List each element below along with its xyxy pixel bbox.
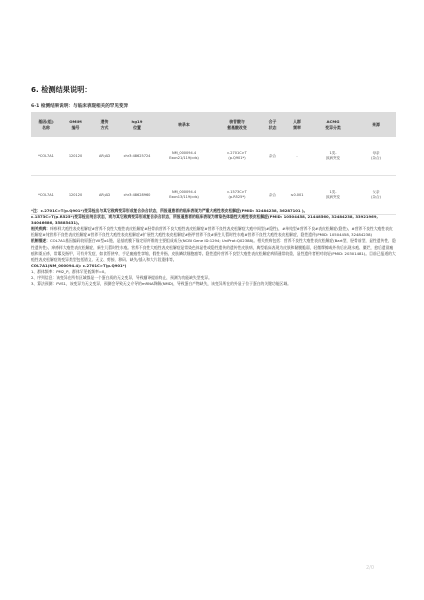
gene-label: 机制描述： [31,238,50,244]
list-item: 3、算法预测：PVS1，该变异为无义变异，预测会导致无义介导的mRNA降解(NMD)，导致蛋白产物缺失，该变异所在的外显子位于蛋白的关键功能区域。 [31,281,291,287]
col-header: 来源 [356,112,396,137]
cell-frequency: - [284,137,310,176]
recommendation-heading: COL7A1(NM_000094.4): c.2701C>T(p.Q901*) [31,262,127,268]
cell-change: c.2701C>T (p.Q901*) [213,137,261,176]
gene-paragraph [31,238,396,262]
page-number: 2/0 [366,565,375,571]
col-header: 核苷酸与 氨基酸改变 [213,112,261,137]
gene-text: COL7A1基因编码较原蛋白VII型α1链，是基底膜下锚定原纤维的主要组成成分(NCBI Gene ID:1294; UniProt:Q02388)。相关疾病包括：营养不良性大疱性表皮松解症(Bart型，胫骨前型，显性遗传性，隐性遗传性)，痒疹样大疱性表皮松解症，新生儿暂时性水疱。营养不良性大疱性表皮松解症是常染色体显性或隐性遗传的遗传性皮肤病，典型临床表现为皮肤和黏膜脆弱，轻微摩擦或外伤后出现水疱、糜烂，愈后遗留瘢痕和粟丘疹，常累及指甲，可有并发症，如食管狭窄，手足瘢痕性挛缩，假性并指，皮肤鳞状细胞癌等。隐性遗传营养不良型大疱性表皮松解症病情通常较重，显性遗传者相对较轻(PMID: 20301481)。目前已报道的大疱性表皮松解症的变异类型包括错义、无义、剪接、移码、缺失/插入和大片段重排等。 [31,238,396,262]
col-header: 基因(组) 名称 [31,112,61,137]
cell-zygosity: 杂合 [261,176,284,215]
cell-position: chr3:48625724 [119,137,155,176]
cell-change: c.1573C>T (p.R525*) [213,176,261,215]
list-item: 1、群体频率：PM2_P。群体罕见低频率=0。 [31,268,109,274]
subsection-title: 6-1 检测结果说明：与临床表现相关的罕见变异 [31,104,129,109]
cell-position: chr3:48628960 [119,176,155,215]
variant-table [31,112,396,215]
notes-section [31,208,396,287]
cell-transcript: NM_000094.4 Exon21/119(cds) [155,137,213,176]
col-header: ACMG 变异分类 [310,112,356,137]
cell-frequency: ≤0.001 [284,176,310,215]
disease-text: 痒疹样大疱性表皮松解症#营养不良性大疱性表皮松解症#胫骨前营养不良大疱性表皮松解症#营养不良性表皮松解症大疱中间型(#隐性)，#单纯型#营养不良#表皮松解症(隐性)，#营养不良性大疱性表皮松解症#纯营养不良性表皮松解症#营养不良性大疱性表皮松解症#扩展性大疱性表皮松解症#指甲营养不良#新生儿暂时性水疱#营养不良性大疱性表皮松解症，隐性遗传(PMID: 10504458, 32484238) [31,226,393,238]
disease-label: 相关疾病： [31,226,50,232]
cell-omim: 120120 [61,176,90,215]
cell-gene: *COL7A1 [31,176,61,215]
table-row [31,137,396,176]
col-header: 遗传 方式 [90,112,119,137]
col-header: 人群 频率 [284,112,310,137]
cell-acmg: 1类- 致病突变 [310,176,356,215]
cell-inheritance: AR;AD [90,137,119,176]
note-variant-2: c.1573C>T(p.R525*)变异检出纯合状态，或与其它致病变异形成复合杂合状态，所报道患者的临床表现为常染色体隐性大疱性表皮松解症(PMID: 10504458, 21448560, 32484238, 33921969, 34046686, 35885431)。 [31,214,378,226]
cell-inheritance: AR;AD [90,176,119,215]
table-header-row [31,112,396,137]
col-header: hg19 位置 [119,112,155,137]
col-header: 合子 状态 [261,112,284,137]
col-header: OMIM 编号 [61,112,90,137]
note-variant-1: *注：c.2701C>T(p.Q901*)变异检出与其它致病变异形成复合杂合状态，所报道患者的临床表现为严重大疱性表皮松解症(PMID: 32484238, 36287101 )。 [31,208,308,213]
cell-transcript: NM_000094.4 Exon13/119(cds) [155,176,213,215]
cell-source: 父亲 (杂合) [356,176,396,215]
cell-omim: 120120 [61,137,90,176]
cell-zygosity: 杂合 [261,137,284,176]
section-title: 6. 检测结果说明： [31,85,92,94]
list-item: 2、序列信息：该变异在所有区域都是一个蛋白质的无义变异，导致翻译提前终止，预测为功能缺失型变异。 [31,275,212,281]
cell-acmg: 1类- 致病突变 [310,137,356,176]
cell-gene: *COL7A1 [31,137,61,176]
cell-source: 母亲 (杂合) [356,137,396,176]
col-header: 转录本 [155,112,213,137]
disease-paragraph [31,226,396,238]
